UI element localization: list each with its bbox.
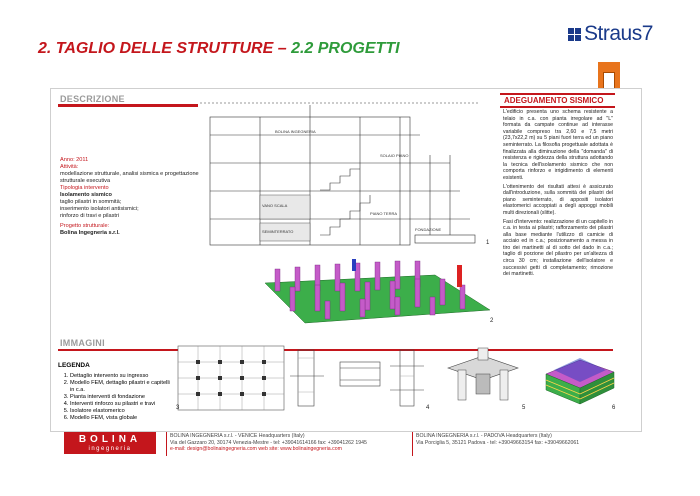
venice-mail[interactable]: e-mail: design@bolinaingegneria.com web site: www.bolinaingegneria.com	[170, 446, 342, 453]
footer-divider	[412, 432, 413, 456]
tipologia-line: rinforzo di travi e pilastri	[60, 213, 120, 219]
attivita-label: Attività:	[60, 164, 79, 170]
image-number: 2	[490, 318, 494, 324]
image-number: 5	[522, 405, 526, 411]
title-main: 2. TAGLIO DELLE STRUTTURE	[38, 40, 274, 57]
legenda-title: LEGENDA	[58, 362, 90, 369]
venice-address	[170, 433, 367, 453]
image-number: 1	[486, 240, 490, 246]
legenda-item: 3. Pianta interventi di fondazione	[70, 394, 173, 401]
straus7-logo	[568, 22, 653, 46]
bolina-logo	[64, 432, 156, 454]
tipologia-title: Isolamento sismico	[60, 192, 112, 198]
image-number: 4	[426, 405, 430, 411]
descrizione-rule	[58, 104, 198, 107]
legenda-item: 4. Interventi rinforzo su pilastri e travi	[70, 401, 173, 408]
progetto-value: Bolina Ingegneria s.r.l.	[60, 230, 120, 236]
title-sub: 2.2 PROGETTI	[291, 40, 400, 57]
adeguamento-text	[503, 109, 613, 278]
drawing-label: FONDAZIONE	[415, 227, 442, 232]
drawing-label: SEMINTERRATO	[262, 229, 294, 234]
isolator-image	[438, 344, 528, 408]
drawing-label: PIANO TERRA	[370, 211, 398, 216]
padova-address	[416, 433, 579, 446]
descrizione-heading: DESCRIZIONE	[60, 94, 125, 104]
tipologia-line: inserimento isolatori antisismici;	[60, 206, 139, 212]
legenda-item: 5. Isolatore elastomerico	[70, 408, 173, 415]
legenda-list	[58, 373, 173, 422]
legenda-item: 1. Dettaglio intervento su ingresso	[70, 373, 173, 380]
foundation-plan-image	[176, 344, 286, 412]
tipologia-line: taglio pilastri in sommità;	[60, 199, 122, 205]
footer-divider	[166, 432, 167, 456]
drawing-label: SOLAIO PIANO	[380, 153, 409, 158]
adeguamento-heading: ADEGUAMENTO SISMICO	[504, 96, 604, 105]
adeguamento-rule-top	[500, 93, 615, 95]
venice-addr: Via del Gazzaro 20, 30174 Venezia-Mestre - tel: +39041614166 fax: +39041262 1945	[170, 439, 367, 446]
logo-main: BOLINA	[78, 433, 142, 445]
page-title	[38, 40, 400, 58]
legenda	[58, 362, 173, 422]
immagini-heading: IMMAGINI	[60, 338, 105, 348]
adeguamento-p1: L'edificio presenta uno schema resistente a telaio in c.a. con pianta irregolare ad "L" formata da campate continue ad interasse variabile compreso tra 2,60 e 7,5 metri (23,7x22,2 m) su 5 piani fuori terra ed un piano seminterrato. La filosofia progettuale adottata è finalizzata alla diminuzione della "domanda" di resistenza e rigidezza della struttura adottando la tecnica dell'isolamento sismico che non comporta rinforzo e irrigidimento di elementi esistenti.	[503, 109, 613, 181]
image-number: 3	[176, 405, 180, 411]
progetto-label: Progetto strutturale:	[60, 223, 110, 229]
drawing-label: VANO SCALA	[262, 203, 288, 208]
adeguamento-p2: L'ottenimento dei risultati attesi è assicurato dall'introduzione, sulla sommità dei pilastri del piano seminterrato, di appositi isolatori elastomerici accoppiati a degli appoggi mobili multi direzionali (slitte).	[503, 183, 613, 216]
global-fem-image	[540, 344, 618, 408]
fem-model-image	[235, 255, 495, 327]
anno-label: Anno: 2011	[60, 157, 89, 163]
padova-title: BOLINA INGEGNERIA s.r.l. - PADOVA Headquarters (Italy)	[416, 433, 552, 439]
drawing-label: BOLINA INGEGNERIA	[275, 129, 316, 134]
title-dash: –	[273, 40, 292, 57]
legenda-item: 6. Modello FEM, vista globale	[70, 415, 173, 422]
section-drawing-image	[200, 95, 490, 257]
attivita-value: modellazione strutturale, analisi sismica e progettazione strutturale esecutiva	[60, 171, 199, 184]
image-number: 6	[612, 405, 616, 411]
padova-addr: Via Porciglia 5, 35121 Padova - tel: +39049663154 fax: +39049662061	[416, 439, 580, 446]
logo-text: Straus7	[584, 22, 653, 45]
logo-squares-icon	[568, 28, 581, 41]
descrizione-block	[60, 157, 200, 237]
reinforcement-detail-image	[290, 346, 430, 410]
venice-title: BOLINA INGEGNERIA s.r.l. - VENICE Headquarters (Italy)	[170, 433, 305, 439]
adeguamento-rule	[500, 106, 615, 108]
tipologia-label: Tipologia intervento	[60, 185, 109, 191]
logo-sub: ingegneria	[88, 445, 132, 452]
legenda-item: 2. Modello FEM, dettaglio pilastri e capitelli in c.a.	[70, 380, 173, 394]
adeguamento-p3: Fasi d'intervento: realizzazione di un capitello in c.a. in testa ai pilastri; rafforzamento dei pilastri alla base mediante l'utilizzo di camicie di acciaio ed in c.a.; posizionamento a messa in tiro dei martinetti al di sotto del dado in c.a.; taglio di porzione del pilastro per un'altezza di circa 30 cm; installazione dell'isolatore e successivi getti di completamento; rimozione dei martinetti.	[503, 218, 613, 278]
